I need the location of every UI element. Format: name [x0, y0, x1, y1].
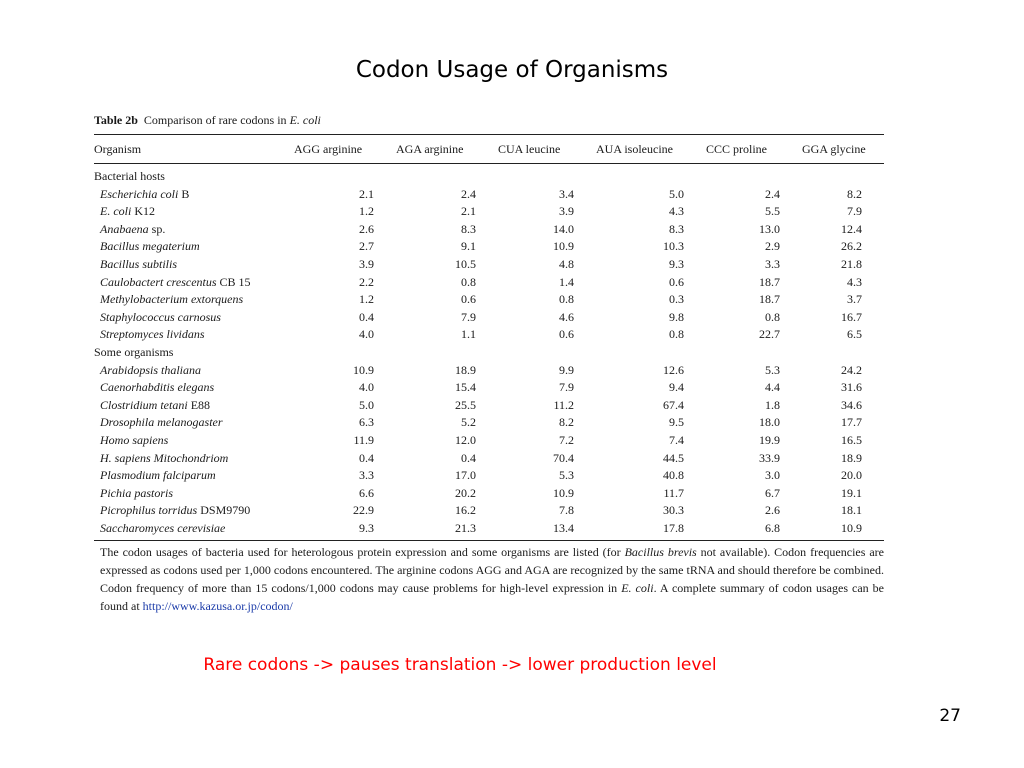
codon-value-cell: 9.4 — [669, 380, 684, 395]
codon-value-cell: 9.8 — [669, 309, 684, 324]
codon-value-cell: 34.6 — [841, 397, 862, 412]
codon-value-cell: 9.3 — [669, 256, 684, 271]
table-caption-text: Comparison of rare codons in — [143, 113, 290, 127]
codon-value-cell: 21.8 — [841, 256, 862, 271]
codon-value-cell: 0.4 — [461, 450, 476, 465]
table-row — [94, 397, 884, 415]
organism-cell — [94, 221, 294, 239]
organism-name: Picrophilus torridus — [100, 503, 198, 518]
organism-name: Staphylococcus carnosus — [100, 309, 221, 324]
codon-value-cell: 12.4 — [841, 221, 862, 236]
organism-name: Clostridium tetani — [100, 397, 188, 412]
codon-value-cell: 6.7 — [765, 485, 780, 500]
table-row — [94, 450, 884, 468]
group-label: Some organisms — [94, 344, 174, 359]
table-bottom-rule — [94, 540, 884, 541]
organism-cell — [94, 274, 294, 292]
footnote-part2: not available). Codon frequencies are expressed as codons used per 1,000 codons encountered. The arginine codons AGG and AGA are recognized by the same tRNA and should therefore be combined. Codon frequency of more than 15 codons/1,000 codons may cause problems for high-level expression in — [100, 545, 884, 596]
codon-value-cell: 6.8 — [765, 520, 780, 535]
slide-title: Codon Usage of Organisms — [355, 57, 669, 83]
organism-name: Homo sapiens — [100, 432, 169, 447]
codon-value-cell: 1.2 — [359, 292, 374, 307]
codon-value-cell: 70.4 — [553, 450, 574, 465]
codon-value-cell: 6.3 — [359, 415, 374, 430]
organism-name: Saccharomyces cerevisiae — [100, 520, 226, 535]
codon-value-cell: 26.2 — [841, 239, 862, 254]
table-row — [94, 485, 884, 503]
table-row — [94, 309, 884, 327]
organism-cell — [94, 520, 294, 538]
codon-value-cell: 10.9 — [841, 520, 862, 535]
table-row — [94, 467, 884, 485]
footnote-italic1: Bacillus brevis — [624, 545, 697, 560]
organism-name: Pichia pastoris — [100, 485, 174, 500]
organism-cell — [94, 414, 294, 432]
codon-value-cell: 18.0 — [759, 415, 780, 430]
codon-value-cell: 5.2 — [461, 415, 476, 430]
organism-strain: DSM9790 — [197, 503, 251, 518]
codon-value-cell: 1.4 — [559, 274, 574, 289]
group-row — [94, 168, 884, 186]
codon-value-cell: 2.6 — [765, 503, 780, 518]
organism-cell — [94, 362, 294, 380]
codon-value-cell: 20.0 — [841, 468, 862, 483]
codon-table — [94, 135, 884, 537]
codon-value-cell: 40.8 — [663, 468, 684, 483]
codon-value-cell: 0.8 — [669, 327, 684, 342]
rare-codons-note: Rare codons -> pauses translation -> lower production level — [203, 655, 717, 675]
codon-value-cell: 4.4 — [765, 380, 780, 395]
codon-value-cell: 13.0 — [759, 221, 780, 236]
codon-value-cell: 2.1 — [461, 204, 476, 219]
codon-database-link[interactable]: http://www.kazusa.or.jp/codon/ — [142, 599, 293, 614]
codon-value-cell: 4.8 — [559, 256, 574, 271]
organism-cell — [94, 379, 294, 397]
codon-value-cell: 11.7 — [663, 485, 684, 500]
codon-value-cell: 18.7 — [759, 274, 780, 289]
codon-value-cell: 31.6 — [841, 380, 862, 395]
codon-value-cell: 15.4 — [455, 380, 476, 395]
codon-value-cell: 4.0 — [359, 380, 374, 395]
table-row — [94, 502, 884, 520]
codon-value-cell: 9.5 — [669, 415, 684, 430]
codon-value-cell: 0.8 — [765, 309, 780, 324]
group-label: Bacterial hosts — [94, 169, 165, 183]
organism-cell — [94, 309, 294, 327]
codon-value-cell: 4.3 — [669, 204, 684, 219]
table-header-row — [94, 135, 884, 164]
table-row — [94, 256, 884, 274]
table-footnote — [94, 543, 884, 615]
organism-cell — [94, 203, 294, 221]
column-header: GGA glycine — [802, 141, 866, 156]
organism-cell — [94, 485, 294, 503]
codon-value-cell: 10.9 — [553, 485, 574, 500]
codon-value-cell: 2.2 — [359, 274, 374, 289]
codon-value-cell: 19.9 — [759, 432, 780, 447]
footnote-italic2: E. coli — [621, 581, 654, 596]
codon-value-cell: 17.7 — [841, 415, 862, 430]
organism-strain: B — [178, 186, 190, 201]
codon-value-cell: 5.3 — [559, 468, 574, 483]
organism-name: Streptomyces lividans — [100, 327, 205, 342]
organism-name: Drosophila melanogaster — [100, 415, 223, 430]
organism-name: Plasmodium falciparum — [100, 468, 216, 483]
table-row — [94, 238, 884, 256]
codon-value-cell: 10.9 — [353, 362, 374, 377]
table-body — [94, 164, 884, 538]
codon-value-cell: 7.8 — [559, 503, 574, 518]
column-header: CCC proline — [706, 141, 768, 156]
codon-value-cell: 2.6 — [359, 221, 374, 236]
codon-value-cell: 16.2 — [455, 503, 476, 518]
organism-name: H. sapiens Mitochondriom — [100, 450, 229, 465]
table-caption-organism: E. coli — [289, 113, 321, 127]
codon-value-cell: 0.8 — [461, 274, 476, 289]
codon-value-cell: 7.9 — [847, 204, 862, 219]
organism-cell — [94, 238, 294, 256]
table-row — [94, 186, 884, 204]
codon-value-cell: 2.9 — [765, 239, 780, 254]
codon-value-cell: 0.6 — [559, 327, 574, 342]
codon-value-cell: 4.6 — [559, 309, 574, 324]
codon-value-cell: 9.9 — [559, 362, 574, 377]
codon-value-cell: 14.0 — [553, 221, 574, 236]
codon-value-cell: 0.3 — [669, 292, 684, 307]
organism-strain: K12 — [131, 204, 155, 219]
codon-value-cell: 22.9 — [353, 503, 374, 518]
codon-value-cell: 5.0 — [359, 397, 374, 412]
codon-value-cell: 6.5 — [847, 327, 862, 342]
codon-value-cell: 20.2 — [455, 485, 476, 500]
codon-value-cell: 7.9 — [461, 309, 476, 324]
codon-value-cell: 25.5 — [455, 397, 476, 412]
codon-value-cell: 17.8 — [663, 520, 684, 535]
codon-value-cell: 5.0 — [669, 186, 684, 201]
codon-value-cell: 18.7 — [759, 292, 780, 307]
codon-value-cell: 67.4 — [663, 397, 684, 412]
organism-cell — [94, 291, 294, 309]
codon-value-cell: 8.2 — [559, 415, 574, 430]
codon-value-cell: 4.0 — [359, 327, 374, 342]
codon-value-cell: 8.3 — [669, 221, 684, 236]
codon-value-cell: 0.8 — [559, 292, 574, 307]
codon-value-cell: 19.1 — [841, 485, 862, 500]
codon-value-cell: 2.1 — [359, 186, 374, 201]
table-row — [94, 291, 884, 309]
codon-value-cell: 16.7 — [841, 309, 862, 324]
codon-value-cell: 16.5 — [841, 432, 862, 447]
codon-value-cell: 3.3 — [765, 256, 780, 271]
footnote-part1: The codon usages of bacteria used for heterologous protein expression and some organisms are listed (for — [100, 545, 625, 560]
codon-value-cell: 3.4 — [559, 186, 574, 201]
codon-value-cell: 6.6 — [359, 485, 374, 500]
codon-value-cell: 5.3 — [765, 362, 780, 377]
codon-value-cell: 3.3 — [359, 468, 374, 483]
codon-value-cell: 0.6 — [461, 292, 476, 307]
column-header: AGA arginine — [396, 141, 464, 156]
codon-value-cell: 2.7 — [359, 239, 374, 254]
codon-value-cell: 22.7 — [759, 327, 780, 342]
table-row — [94, 221, 884, 239]
organism-name: Bacillus megaterium — [100, 239, 200, 254]
organism-cell — [94, 450, 294, 468]
column-header: AUA isoleucine — [596, 141, 673, 156]
codon-value-cell: 10.5 — [455, 256, 476, 271]
organism-cell — [94, 432, 294, 450]
codon-value-cell: 1.8 — [765, 397, 780, 412]
column-header: Organism — [94, 141, 142, 156]
codon-value-cell: 0.4 — [359, 450, 374, 465]
table-row — [94, 362, 884, 380]
codon-value-cell: 24.2 — [841, 362, 862, 377]
codon-value-cell: 18.1 — [841, 503, 862, 518]
organism-name: Anabaena — [100, 221, 149, 236]
organism-cell — [94, 467, 294, 485]
table-row — [94, 274, 884, 292]
codon-value-cell: 2.4 — [461, 186, 476, 201]
codon-value-cell: 7.4 — [669, 432, 684, 447]
codon-value-cell: 17.0 — [455, 468, 476, 483]
table-row — [94, 326, 884, 344]
organism-strain: E88 — [187, 397, 211, 412]
organism-strain: CB 15 — [216, 274, 251, 289]
table-row — [94, 379, 884, 397]
organism-cell — [94, 186, 294, 204]
organism-name: Bacillus subtilis — [100, 256, 178, 271]
codon-value-cell: 3.9 — [359, 256, 374, 271]
codon-value-cell: 11.9 — [353, 432, 374, 447]
organism-name: Methylobacterium extorquens — [100, 292, 244, 307]
codon-value-cell: 5.5 — [765, 204, 780, 219]
organism-cell — [94, 502, 294, 520]
page-number: 27 — [939, 706, 961, 726]
table-label: Table 2b — [94, 113, 138, 127]
codon-value-cell: 33.9 — [759, 450, 780, 465]
codon-value-cell: 3.0 — [765, 468, 780, 483]
codon-value-cell: 11.2 — [553, 397, 574, 412]
codon-value-cell: 7.9 — [559, 380, 574, 395]
organism-cell — [94, 256, 294, 274]
codon-value-cell: 4.3 — [847, 274, 862, 289]
codon-value-cell: 7.2 — [559, 432, 574, 447]
column-header: AGG arginine — [294, 141, 363, 156]
codon-value-cell: 9.3 — [359, 520, 374, 535]
codon-value-cell: 18.9 — [455, 362, 476, 377]
codon-value-cell: 21.3 — [455, 520, 476, 535]
codon-table-figure — [94, 112, 884, 615]
codon-value-cell: 10.3 — [663, 239, 684, 254]
organism-name: E. coli — [100, 204, 132, 219]
table-row — [94, 414, 884, 432]
table-row — [94, 203, 884, 221]
codon-value-cell: 8.3 — [461, 221, 476, 236]
organism-cell — [94, 397, 294, 415]
codon-value-cell: 30.3 — [663, 503, 684, 518]
codon-value-cell: 12.6 — [663, 362, 684, 377]
organism-name: Caulobactert crescentus — [100, 274, 217, 289]
codon-value-cell: 1.2 — [359, 204, 374, 219]
codon-value-cell: 44.5 — [663, 450, 684, 465]
footnote-part3: . A complete summary of codon usages can be found at — [100, 581, 885, 614]
group-row — [94, 344, 884, 362]
organism-name: Caenorhabditis elegans — [100, 380, 215, 395]
codon-value-cell: 12.0 — [455, 432, 476, 447]
codon-value-cell: 1.1 — [461, 327, 476, 342]
codon-value-cell: 13.4 — [553, 520, 574, 535]
organism-name: Arabidopsis thaliana — [100, 362, 202, 377]
table-caption — [94, 112, 884, 134]
codon-value-cell: 9.1 — [461, 239, 476, 254]
codon-value-cell: 2.4 — [765, 186, 780, 201]
codon-value-cell: 3.7 — [847, 292, 862, 307]
table-row — [94, 520, 884, 538]
codon-value-cell: 8.2 — [847, 186, 862, 201]
codon-value-cell: 0.4 — [359, 309, 374, 324]
codon-value-cell: 0.6 — [669, 274, 684, 289]
column-header: CUA leucine — [498, 141, 561, 156]
codon-value-cell: 10.9 — [553, 239, 574, 254]
organism-cell — [94, 326, 294, 344]
codon-value-cell: 3.9 — [559, 204, 574, 219]
table-row — [94, 432, 884, 450]
organism-name: Escherichia coli — [100, 186, 179, 201]
organism-strain: sp. — [148, 221, 166, 236]
codon-value-cell: 18.9 — [841, 450, 862, 465]
